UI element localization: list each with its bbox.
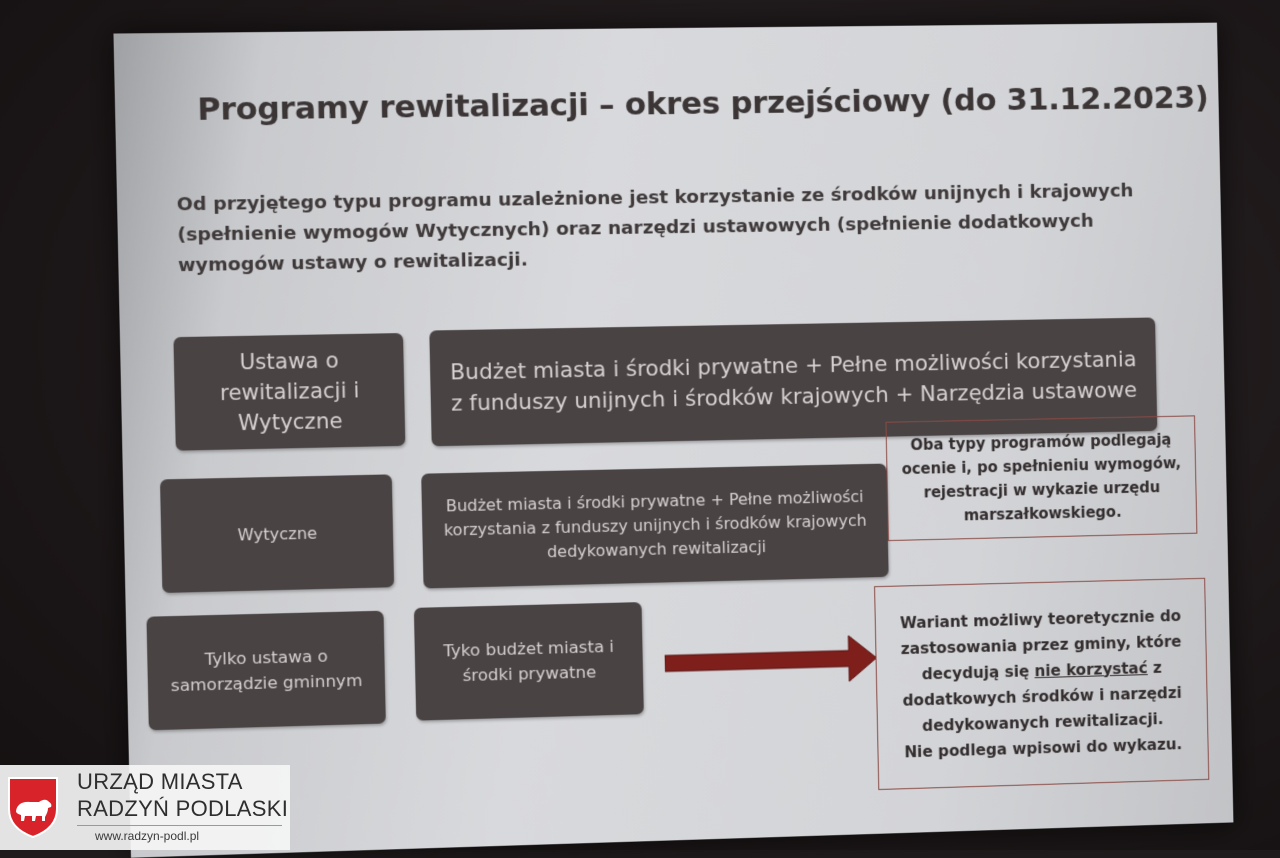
watermark-url: www.radzyn-podl.pl xyxy=(95,829,200,843)
registration-note: Oba typy programów podlegają ocenie i, po spełnieniu wymogów, rejestracji w wykazie urzędu marszałkowskiego. xyxy=(885,415,1197,541)
program-type-description-1: Budżet miasta i środki prywatne + Pełne możliwości korzystania z funduszy unijnych i środków krajowych + Narzędzia ustawowe xyxy=(429,317,1157,446)
program-type-description-2: Budżet miasta i środki prywatne + Pełne możliwości korzystania z funduszy unijnych i środków krajowych dedykowanych rewitalizacji xyxy=(421,464,889,589)
right-arrow-icon xyxy=(664,633,879,689)
variant-note-text-2: z dodatkowych środków i narzędzi dedykowanych rewitalizacji. xyxy=(902,658,1182,735)
bear-coat-of-arms-icon xyxy=(6,775,60,839)
program-type-description-3: Tyko budżet miasta i środki prywatne xyxy=(414,602,644,721)
watermark-divider xyxy=(77,825,282,826)
slide-intro-text: Od przyjętego typu programu uzależnione jest korzystanie ze środków unijnych i krajowych (spełnienie wymogów Wytycznych) oraz narzędzi ustawowych (spełnienie dodatkowych wymogów ustawy o rewitalizacji. xyxy=(176,180,1134,277)
variant-note-last-line: Nie podlega wpisowi do wykazu. xyxy=(904,734,1183,761)
watermark-line-2: RADZYŃ PODLASKI xyxy=(77,796,289,821)
program-type-label-1: Ustawa o rewitalizacji i Wytyczne xyxy=(173,333,405,451)
variant-note xyxy=(874,578,1209,790)
watermark-line-1: URZĄD MIASTA xyxy=(77,769,243,794)
variant-note-underlined: nie korzystać xyxy=(1034,658,1148,680)
projection-screen xyxy=(113,23,1233,858)
program-type-label-3: Tylko ustawa o samorządzie gminnym xyxy=(146,611,385,731)
program-type-label-2: Wytyczne xyxy=(160,474,394,593)
variant-note-text-1: Wariant możliwy teoretycznie do zastosowania przez gminy, które decydują się xyxy=(899,606,1182,683)
watermark-logo xyxy=(0,765,290,850)
slide-title: Programy rewitalizacji – okres przejściowy (do 31.12.2023) xyxy=(196,79,1209,128)
